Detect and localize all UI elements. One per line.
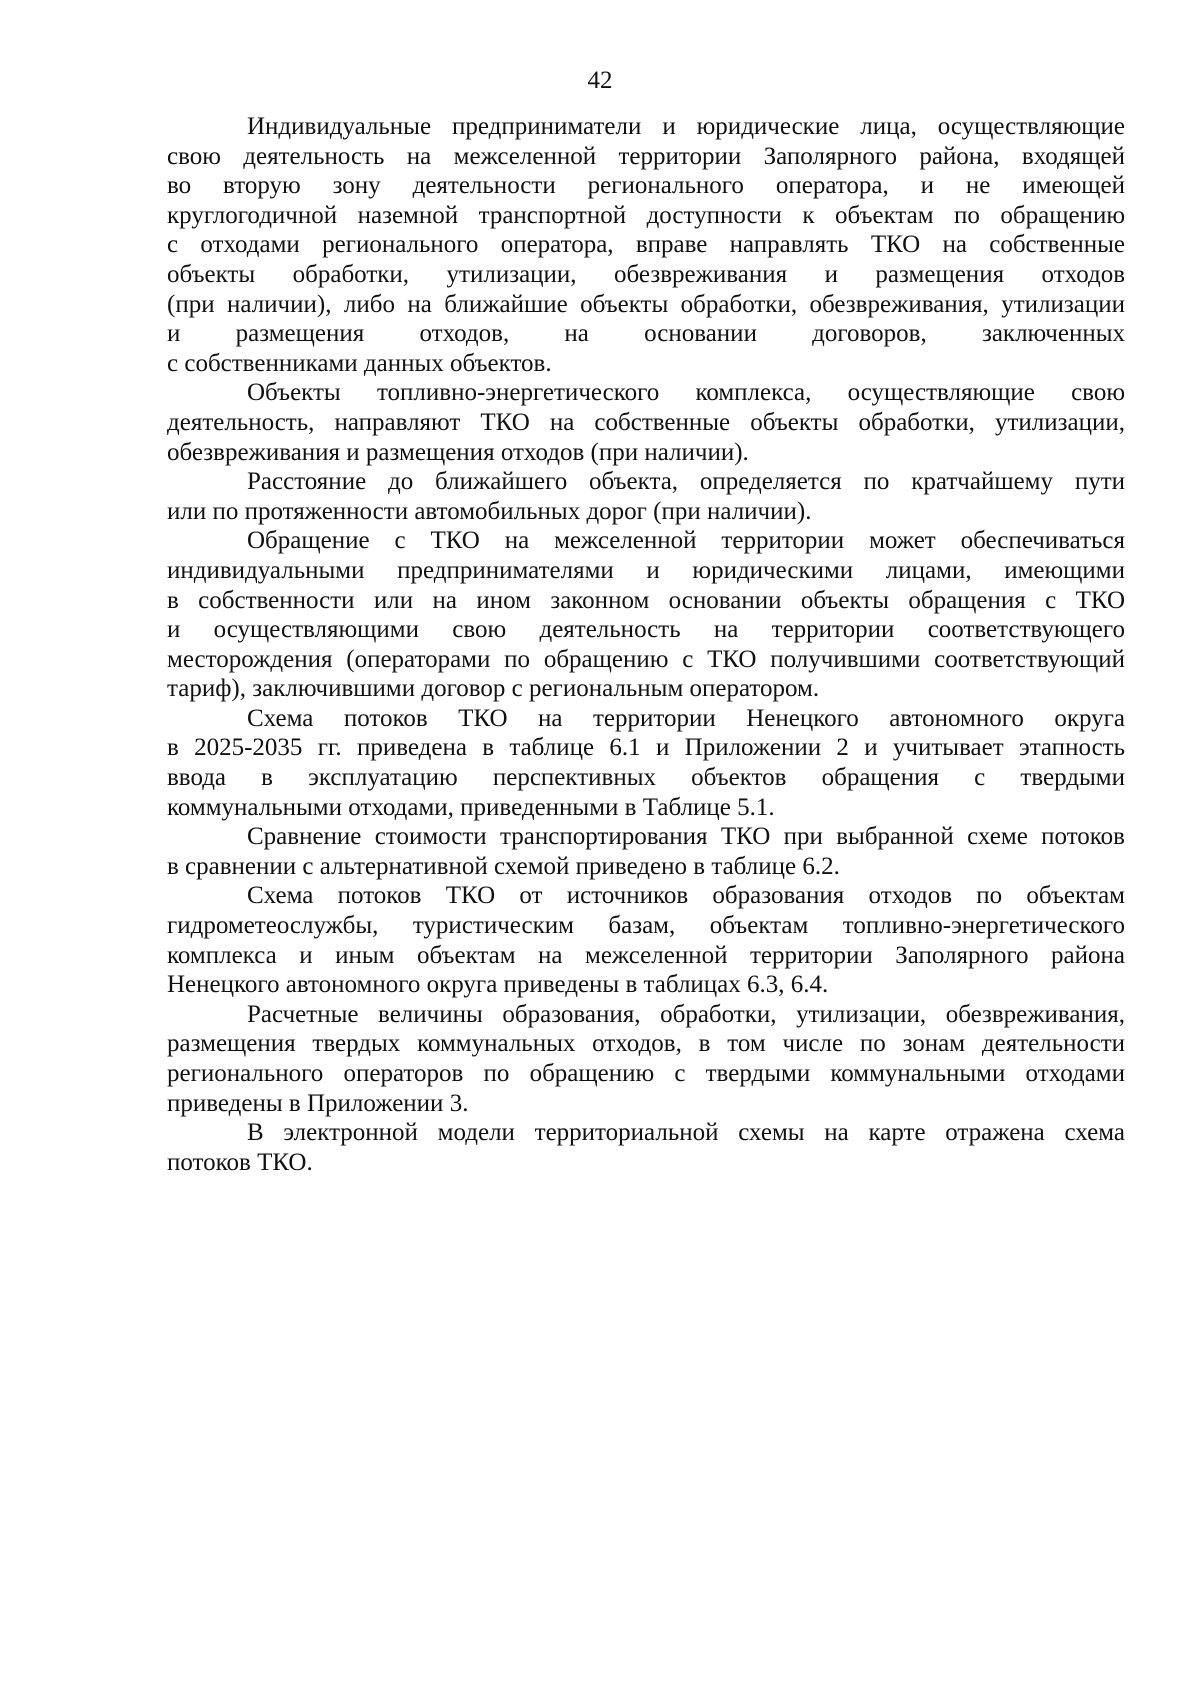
text-line: Объекты топливно-энергетического комплекса, осуществляющие свою xyxy=(247,379,1125,407)
text-line: комплекса и иным объектам на межселенной территории Заполярного района xyxy=(167,941,1125,969)
text-line: в собственности или на ином законном основании объекты обращения с ТКО xyxy=(167,586,1125,614)
text-line: Индивидуальные предприниматели и юридические лица, осуществляющие xyxy=(247,113,1125,140)
text-line: Ненецкого автономного округа приведены в таблицах 6.3, 6.4. xyxy=(167,971,829,999)
text-line: с собственниками данных объектов. xyxy=(167,349,552,377)
text-line: гидрометеослужбы, туристическим базам, объектам топливно-энергетического xyxy=(167,912,1125,940)
paragraph xyxy=(167,112,1125,378)
text-line: тариф), заключившими договор с региональным оператором. xyxy=(167,675,820,703)
text-line: в 2025-2035 гг. приведена в таблице 6.1 и Приложении 2 и учитывает этапность xyxy=(167,734,1125,762)
paragraph xyxy=(167,526,1125,704)
text-line: деятельность, направляют ТКО на собственные объекты обработки, утилизации, xyxy=(167,408,1125,436)
text-line: свою деятельность на межселенной территории Заполярного района, входящей xyxy=(167,142,1125,170)
text-line: во вторую зону деятельности регионального оператора, и не имеющей xyxy=(167,172,1125,200)
text-line: Схема потоков ТКО на территории Ненецкого автономного округа xyxy=(247,704,1125,732)
text-line: Расстояние до ближайшего объекта, определяется по кратчайшему пути xyxy=(247,468,1125,496)
text-line: Расчетные величины образования, обработки, утилизации, обезвреживания, xyxy=(247,1000,1125,1028)
text-line: с отходами регионального оператора, вправе направлять ТКО на собственные xyxy=(167,231,1125,259)
page-number: 42 xyxy=(587,67,613,94)
text-line: в сравнении с альтернативной схемой приведено в таблице 6.2. xyxy=(167,852,840,880)
text-line: приведены в Приложении 3. xyxy=(167,1089,469,1117)
text-line: индивидуальными предпринимателями и юридическими лицами, имеющими xyxy=(167,556,1125,584)
text-line: и размещения отходов, на основании договоров, заключенных xyxy=(167,320,1125,348)
text-line: круглогодичной наземной транспортной доступности к объектам по обращению xyxy=(167,201,1125,229)
text-line: Схема потоков ТКО от источников образования отходов по объектам xyxy=(247,882,1125,910)
paragraph xyxy=(167,704,1125,822)
paragraph xyxy=(167,467,1125,526)
text-line: Сравнение стоимости транспортирования ТКО при выбранной схеме потоков xyxy=(247,823,1125,851)
paragraph xyxy=(167,378,1125,467)
paragraph xyxy=(167,1000,1125,1118)
text-line: потоков ТКО. xyxy=(167,1148,313,1176)
text-line: регионального операторов по обращению с твердыми коммунальными отходами xyxy=(167,1060,1125,1087)
text-line: коммунальными отходами, приведенными в Таблице 5.1. xyxy=(167,793,775,821)
paragraph xyxy=(167,1118,1125,1177)
text-line: объекты обработки, утилизации, обезвреживания и размещения отходов xyxy=(167,260,1125,288)
text-line: Обращение с ТКО на межселенной территории может обеспечиваться xyxy=(247,527,1125,555)
text-line: (при наличии), либо на ближайшие объекты обработки, обезвреживания, утилизации xyxy=(167,290,1125,318)
body-text xyxy=(167,112,1125,1177)
text-line: месторождения (операторами по обращению с ТКО получившими соответствующий xyxy=(167,645,1125,673)
text-line: обезвреживания и размещения отходов (при наличии). xyxy=(167,438,749,466)
paragraph xyxy=(167,881,1125,999)
text-line: ввода в эксплуатацию перспективных объектов обращения с твердыми xyxy=(167,764,1125,792)
text-line: и осуществляющими свою деятельность на территории соответствующего xyxy=(167,616,1125,644)
text-line: или по протяженности автомобильных дорог (при наличии). xyxy=(167,497,812,525)
paragraph xyxy=(167,822,1125,881)
text-line: В электронной модели территориальной схемы на карте отражена схема xyxy=(247,1119,1125,1147)
text-line: размещения твердых коммунальных отходов, в том числе по зонам деятельности xyxy=(167,1030,1125,1058)
